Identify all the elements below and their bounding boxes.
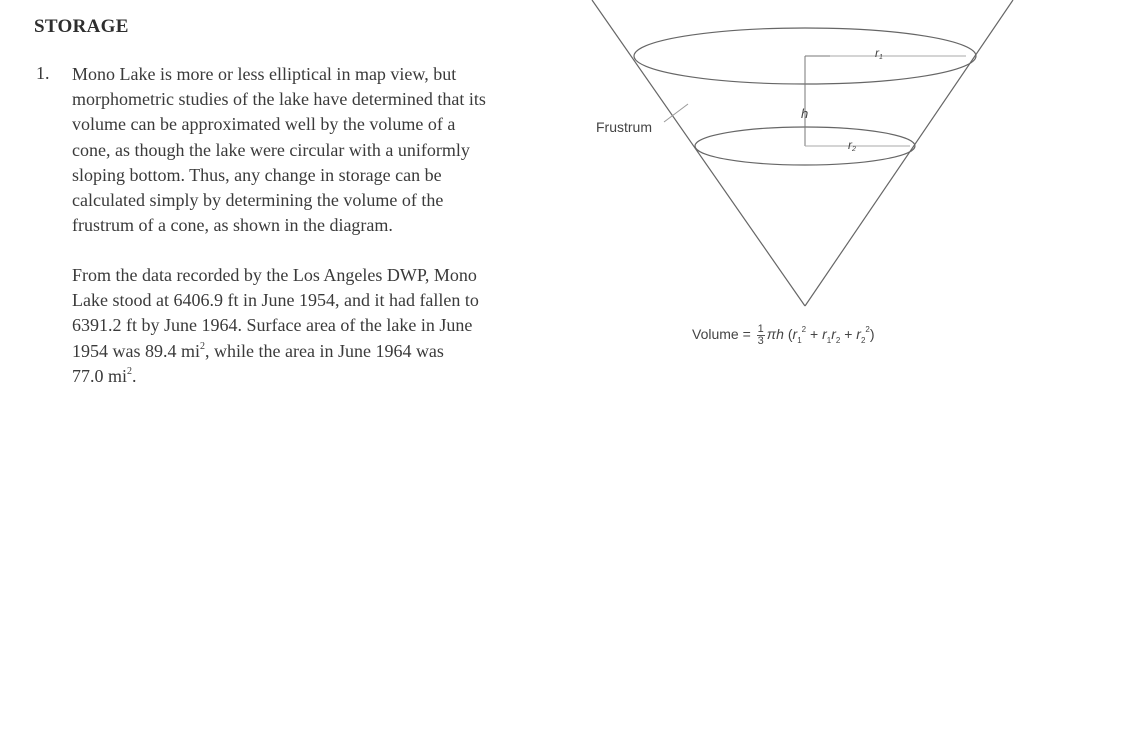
formula-plus: + [844,326,853,343]
formula-sup: 2 [801,324,807,334]
frustrum-label: Frustrum [596,119,652,135]
formula-sub: 2 [835,336,841,345]
paragraph-line: From the data recorded by the Los Angeles DWP, Mono [72,265,477,285]
text-run: 77.0 mi [72,365,128,386]
item-number: 1. [36,63,50,83]
formula-lhs: Volume [692,326,739,343]
formula-r: r [856,326,861,343]
r2-subscript: 2 [852,146,856,153]
paragraph-line: 6391.2 ft by June 1964. Surface area of the lake in June [72,315,473,336]
cone-left-edge [592,0,805,306]
cone-right-edge [805,0,1013,306]
paragraph-line: Lake stood at 6406.9 ft in June 1954, and it had fallen to [72,290,479,311]
paragraph-line: frustrum of a cone, as shown in the diagram. [72,215,393,236]
formula-sub: 1 [797,336,802,345]
volume-formula [692,324,875,347]
fraction-denominator: 3 [757,335,764,347]
r2-label [848,138,856,153]
formula-sub: 2 [860,336,866,345]
fraction-numerator: 1 [757,323,764,335]
formula-equals: = [742,326,751,343]
h-label: h [801,106,809,121]
paragraph-line: cone, as though the lake were circular with a uniformly [72,139,470,160]
formula-close-paren: ) [869,326,875,343]
section-heading: STORAGE [34,16,129,37]
paragraph-line: sloping bottom. Thus, any change in storage can be [72,164,442,185]
r2-letter: r [848,138,852,152]
superscript: 2 [127,365,133,377]
formula-plus: + [810,326,819,343]
frustrum-pointer [664,104,688,122]
formula-r: r [792,326,798,343]
paragraph-line: calculated simply by determining the volume of the [72,190,444,211]
text-run: . [132,365,137,386]
formula-r: r [831,326,836,343]
superscript: 2 [200,340,205,352]
formula-fraction [757,324,765,347]
r1-label [875,46,883,61]
r1-subscript: 1 [879,54,883,61]
formula-sub: 1 [826,336,832,345]
text-run: 1954 was 89.4 mi [72,340,200,361]
paragraph-line: volume can be approximated well by the volume of a [72,114,456,135]
r1-letter: r [875,46,879,60]
paragraph-line: morphometric studies of the lake have determined that its [72,89,486,110]
formula-pi-h: πh [766,326,784,343]
text-run: , while the area in June 1964 was [205,340,444,361]
paragraph-line: Mono Lake is more or less elliptical in map view, but [72,64,457,84]
formula-sup: 2 [865,324,870,334]
formula-open-paren: ( [787,326,793,343]
formula-r: r [822,326,827,343]
